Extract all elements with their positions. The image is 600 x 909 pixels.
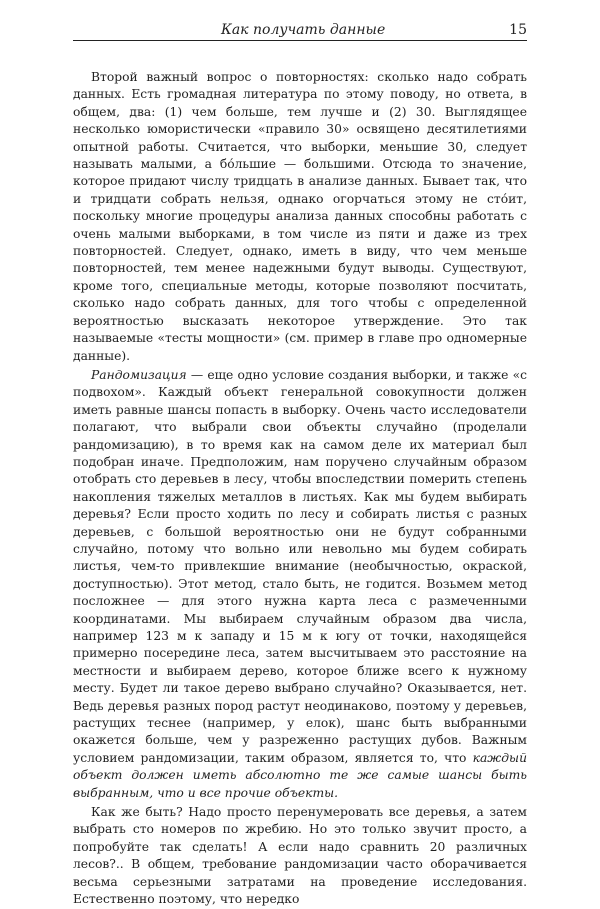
page-number: 15: [509, 22, 527, 38]
running-header-title: Как получать данные: [221, 22, 386, 38]
paragraph-how-to-proceed: [73, 804, 527, 908]
running-header: [73, 20, 527, 41]
paragraph-sample-size: [73, 69, 527, 365]
paragraph-text: Второй важный вопрос о повторностях: сколько надо собрать данных. Есть громадная литература по этому поводу, но ответа, в общем, два: (1) чем больше, тем лучше и (2) 30. Выглядящее несколько юмористически «правило 30» освящено десятилетиями опытной работы. Считается, что выборки, меньшие 30, следует называть малыми, а бо́льшие — большими. Отсюда то значение, которое придают числу тридцать в анализе данных. Бывает так, что и тридцати собрать нельзя, однако огорчаться этому не сто́ит, поскольку многие процедуры анализа данных способны работать с очень малыми выборками, в том числе из пяти и даже из трех повторностей. Следует, однако, иметь в виду, что чем меньше повторностей, тем менее надежными будут выводы. Существуют, кроме того, специальные методы, которые позволяют посчитать, сколько надо собрать данных, для того чтобы с определенной вероятностью высказать некоторое утверждение. Это так называемые «тесты мощности» (см. пример в главе про одномерные данные).: [73, 70, 527, 363]
body-text: [73, 69, 527, 909]
paragraph-text: Как же быть? Надо просто перенумеровать все деревья, а затем выбрать сто номеров по жребию. Но это только звучит просто, а попробуйте так сделать! А если надо сравнить 20 различных лесов?.. В общем, требование рандомизации часто оборачивается весьма серьезными затратами на проведение исследования. Естественно поэтому, что нередко: [73, 805, 527, 907]
emphasized-statement: каждый объект должен иметь абсолютно те же самые шансы быть выбранным, что и все прочие объекты.: [73, 750, 527, 800]
paragraph-randomization: [73, 367, 527, 802]
term-randomization: Рандомизация: [91, 367, 187, 382]
paragraph-text: — еще одно условие создания выборки, и также «с подвохом». Каждый объект генеральной совокупности должен иметь равные шансы попасть в выборку. Очень часто исследователи полагают, что выбрали свои объекты случайно (проделали рандомизацию), в то время как на самом деле их материал был подобран иначе. Предположим, нам поручено случайным образом отобрать сто деревьев в лесу, чтобы впоследствии померить степень накопления тяжелых металлов в листьях. Как мы будем выбирать деревья? Если просто ходить по лесу и собирать листья с разных деревьев, с большой вероятностью они не будут собранными случайно, потому что вольно или невольно мы будем собирать листья, чем-то привлекшие внимание (необычностью, окраской, доступностью). Этот метод, стало быть, не годится. Возьмем метод посложнее — для этого нужна карта леса с размеченными координатами. Мы выбираем случайным образом два числа, например 123 м к западу и 15 м к югу от точки, находящейся примерно посередине леса, затем высчитываем это расстояние на местности и выбираем дерево, которое ближе всего к нужному месту. Будет ли такое дерево выбрано случайно? Оказывается, нет. Ведь деревья разных пород растут неодинаково, поэтому у деревьев, растущих теснее (например, у елок), шанс быть выбранными окажется больше, чем у разреженно растущих дубов. Важным условием рандомизации, таким образом, является то, что: [73, 367, 527, 765]
